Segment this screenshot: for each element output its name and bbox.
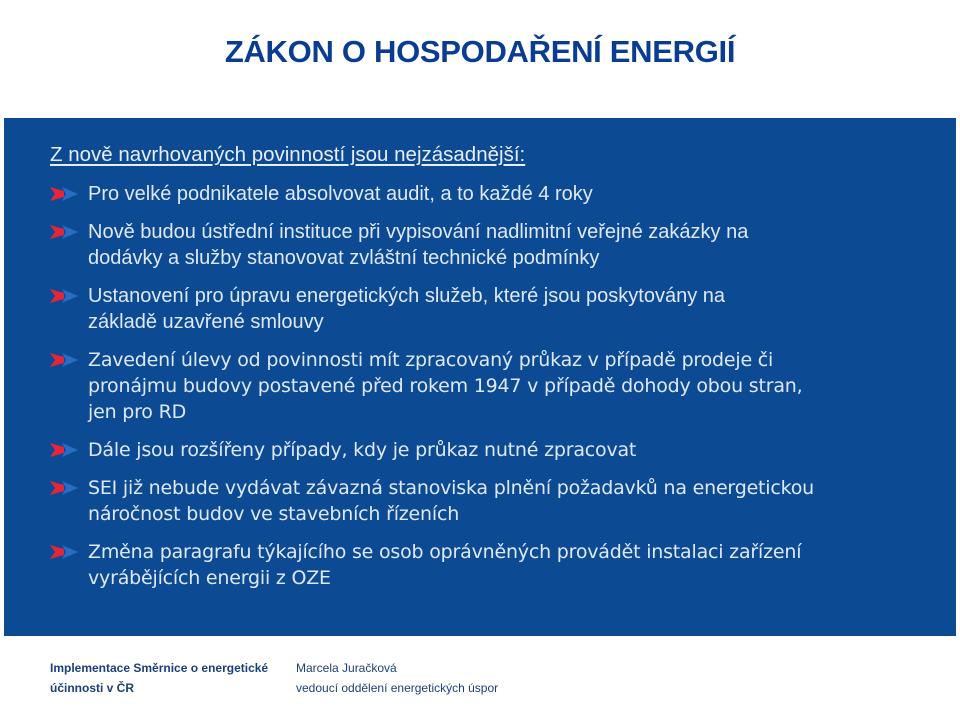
bullet-line: základě uzavřené smlouvy xyxy=(88,311,324,333)
arrow-tail xyxy=(50,443,64,457)
bullet-line: pronájmu budovy postavené před rokem 1947 v případě dohody obou stran, xyxy=(88,375,803,397)
arrow-tail xyxy=(50,225,64,239)
arrow-tail xyxy=(50,481,64,495)
arrow-head xyxy=(62,225,78,239)
arrow-icon xyxy=(50,480,78,496)
slide-title: ZÁKON O HOSPODAŘENÍ ENERGIÍ xyxy=(224,34,736,69)
bullet-item xyxy=(50,539,930,591)
arrow-icon xyxy=(50,352,78,368)
bullet-line: vyrábějících energii z OZE xyxy=(88,567,331,589)
arrow-head xyxy=(62,289,78,303)
arrow-icon xyxy=(50,442,78,458)
bullet-list xyxy=(50,181,930,603)
arrow-icon xyxy=(50,186,78,202)
bullet-line: SEI již nebude vydávat závazná stanoviska plnění požadavků na energetickou xyxy=(88,477,815,499)
bullet-line: Nově budou ústřední instituce při vypisování nadlimitní veřejné zakázky na xyxy=(88,221,749,243)
bullet-line: Pro velké podnikatele absolvovat audit, a to každé 4 roky xyxy=(88,183,593,205)
footer-project-line: účinnosti v ČR xyxy=(50,681,135,695)
bullet-item xyxy=(50,437,930,463)
arrow-head xyxy=(62,545,78,559)
footer-author-name: Marcela Juračková xyxy=(296,661,397,675)
bullet-item xyxy=(50,181,930,207)
bullet-item xyxy=(50,475,930,527)
footer-project-line: Implementace Směrnice o energetické xyxy=(50,661,269,675)
arrow-head xyxy=(62,353,78,367)
arrow-tail xyxy=(50,353,64,367)
arrow-head xyxy=(62,443,78,457)
arrow-tail xyxy=(50,289,64,303)
arrow-head xyxy=(62,187,78,201)
intro-text: Z nově navrhovaných povinností jsou nejzásadnější: xyxy=(50,143,526,166)
bullet-item xyxy=(50,283,930,335)
arrow-icon xyxy=(50,544,78,560)
arrow-tail xyxy=(50,545,64,559)
bullet-line: náročnost budov ve stavebních řízeních xyxy=(88,503,460,525)
arrow-tail xyxy=(50,187,64,201)
bullet-line: Změna paragrafu týkajícího se osob oprávněných provádět instalaci zařízení xyxy=(88,541,802,563)
arrow-icon xyxy=(50,288,78,304)
bullet-line: Ustanovení pro úpravu energetických služeb, které jsou poskytovány na xyxy=(88,285,726,307)
footer-author xyxy=(296,658,498,698)
footer-project xyxy=(50,658,268,698)
bullet-line: dodávky a služby stanovovat zvláštní technické podmínky xyxy=(88,247,600,269)
bullet-line: jen pro RD xyxy=(88,401,187,423)
bullet-item xyxy=(50,347,930,425)
footer-author-role: vedoucí oddělení energetických úspor xyxy=(296,681,499,695)
arrow-head xyxy=(62,481,78,495)
arrow-icon xyxy=(50,224,78,240)
bullet-line: Zavedení úlevy od povinnosti mít zpracovaný průkaz v případě prodeje či xyxy=(88,349,774,371)
bullet-item xyxy=(50,219,930,271)
bullet-line: Dále jsou rozšířeny případy, kdy je průkaz nutné zpracovat xyxy=(88,439,637,461)
